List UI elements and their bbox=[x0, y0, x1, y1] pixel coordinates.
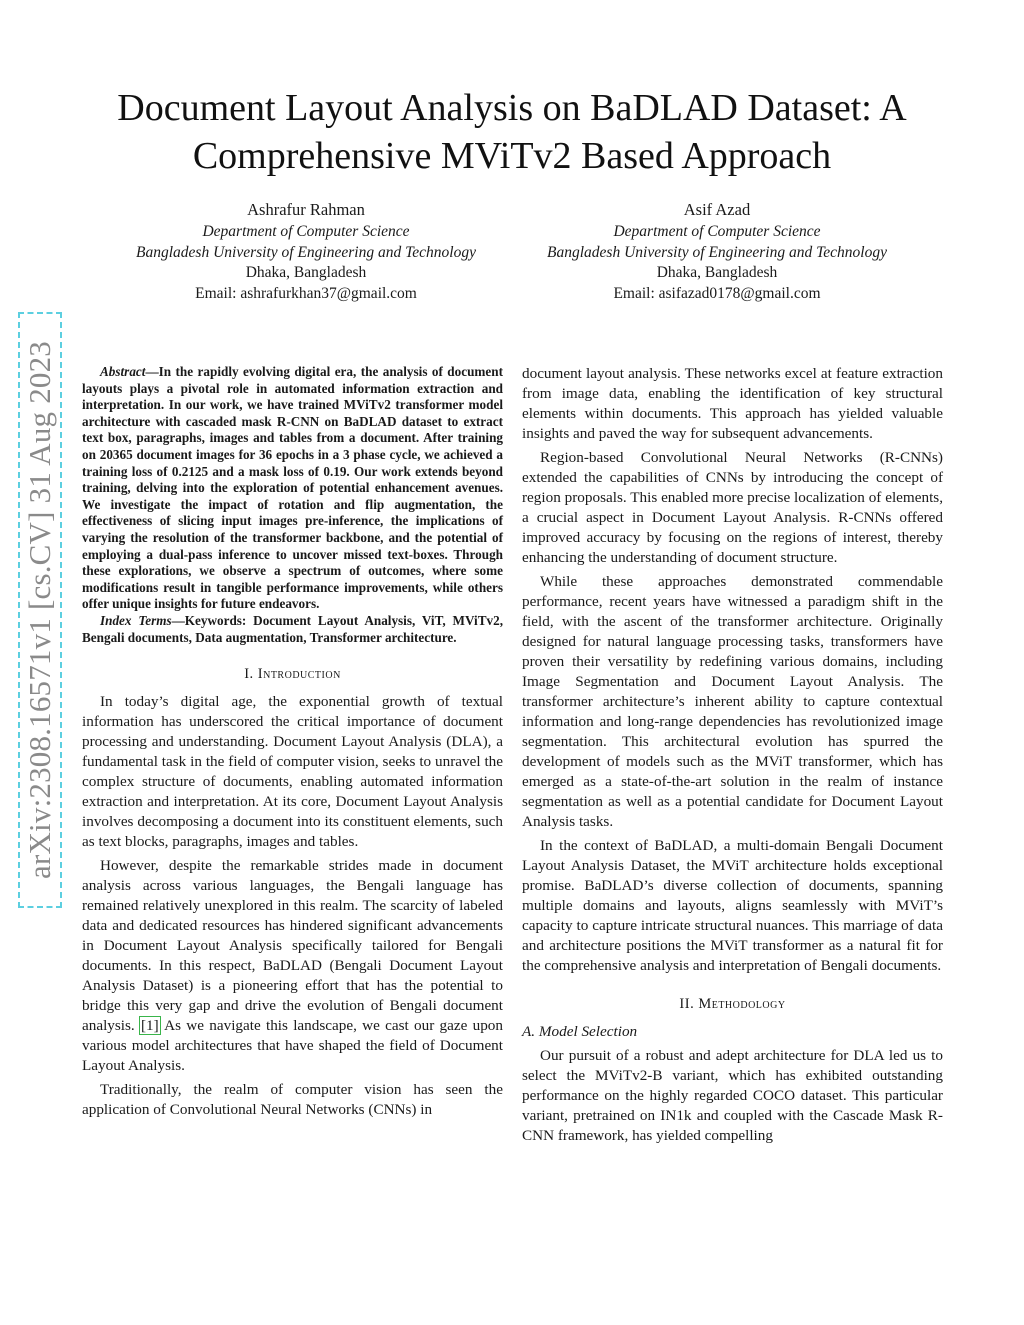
author-name: Ashrafur Rahman bbox=[247, 200, 365, 219]
author-block-1 bbox=[96, 200, 516, 305]
intro-paragraph-1: In today’s digital age, the exponential growth of textual information has underscored the critical importance of document processing and understanding. Document Layout Analysis (DLA), a fundamental task in the field of computer vision, seeks to unravel the complex structure of documents, enabling automated information extraction and interpretation. At its core, Document Layout Analysis involves decomposing a document into its constituent elements, such as text blocks, paragraphs, images and tables. bbox=[82, 693, 503, 851]
author-email[interactable]: Email: asifazad0178@gmail.com bbox=[613, 285, 821, 303]
methodology-paragraph-1: Our pursuit of a robust and adept architecture for DLA led us to select the MViTv2-B variant, which has exhibited outstanding performance on the highly regarded COCO dataset. This particular variant, pretrained on IN1k and coupled with the Cascade Mask R-CNN framework, has yielded compelling bbox=[522, 1047, 943, 1144]
author-university: Bangladesh University of Engineering and Technology bbox=[136, 243, 476, 261]
index-terms-label: Index Terms bbox=[100, 612, 172, 628]
author-city: Dhaka, Bangladesh bbox=[656, 264, 778, 282]
author-department: Department of Computer Science bbox=[613, 222, 821, 240]
index-terms-text: —Keywords: Document Layout Analysis, ViT, MViTv2, Bengali documents, Data augmentation, Transformer architecture. bbox=[82, 612, 503, 645]
right-paragraph-4: In the context of BaDLAD, a multi-domain Bengali Document Layout Analysis Dataset, the MViT architecture holds exceptional promise. BaDLAD’s diverse collection of documents, spanning multiple domains and layouts, aligns seamlessly with MViT’s capacity to capture intricate structural nuances. This marriage of data and architecture positions the MViT transformer as a natural fit for the comprehensive analysis and interpretation of Bengali documents. bbox=[522, 837, 943, 974]
intro-paragraph-3: Traditionally, the realm of computer vision has seen the application of Convolutional Neural Networks (CNNs) in bbox=[82, 1081, 503, 1119]
abstract-label: Abstract bbox=[100, 364, 146, 379]
title-line-1: Document Layout Analysis on BaDLAD Dataset: A bbox=[117, 87, 907, 129]
intro-paragraph-2-text-b: As we navigate this landscape, we cast our gaze upon various model architectures that have shaped the field of Document Layout Analysis. bbox=[82, 1017, 503, 1075]
abstract-text: —In the rapidly evolving digital era, the analysis of document layouts plays a pivotal role in automated information extraction and interpretation. In our work, we have trained MViTv2 transformer model architecture with cascaded mask R-CNN on BaDLAD dataset to extract text box, paragraphs, images and tables from a document. After training on 20365 document images for 36 epochs in a 3 phase cycle, we achieved a training loss of 0.2125 and a mask loss of 0.19. Our work extends beyond training, delving into the exploration of potential enhancement avenues. We investigate the impact of rotation and flip augmentation, the effectiveness of slicing input images pre-inference, the implications of varying the resolution of the transformer backbone, and the potential of employing a dual-pass inference to uncover missed text-boxes. Through these explorations, we observe a spectrum of outcomes, where some modifications result in tangible performance improvements, while others offer unique insights for future endeavors. bbox=[82, 364, 503, 612]
citation-link[interactable]: [1] bbox=[141, 1017, 159, 1035]
left-column bbox=[82, 364, 503, 1120]
right-paragraph-2: Region-based Convolutional Neural Networks (R-CNNs) extended the capabilities of CNNs by introducing the concept of region proposals. This enabled more precise localization of elements, a crucial aspect in Document Layout Analysis. R-CNNs offered improved accuracy by focusing on the regions of interest, thereby enhancing the understanding of document structure. bbox=[522, 449, 943, 566]
intro-paragraph-2-text-a: However, despite the remarkable strides made in document analysis across various languages, the Bengali language has remained relatively unexplored in this realm. The scarcity of labeled data and dedicated resources has hindered significant advancements in Document Layout Analysis specifically tailored for Bengali documents. In this respect, BaDLAD (Bengali Document Layout Analysis Dataset) is a pioneering effort that has the potential to bridge this very gap and drive the evolution of Bengali document analysis. bbox=[82, 857, 503, 1035]
index-terms bbox=[82, 613, 503, 646]
right-column bbox=[522, 364, 943, 1146]
arxiv-stamp[interactable]: arXiv:2308.16571v1 [cs.CV] 31 Aug 2023 bbox=[22, 340, 57, 880]
right-paragraph-1: document layout analysis. These networks excel at feature extraction from image data, enabling the identification of key structural elements within documents. This approach has yielded valuable insights and paved the way for subsequent advancements. bbox=[522, 365, 943, 442]
paper-title bbox=[70, 84, 954, 180]
author-department: Department of Computer Science bbox=[202, 222, 410, 240]
author-block-2 bbox=[507, 200, 927, 305]
subsection-heading-model-selection: A. Model Selection bbox=[522, 1023, 638, 1040]
intro-paragraph-2 bbox=[82, 856, 503, 1076]
section-heading-methodology: II. Methodology bbox=[679, 996, 786, 1012]
right-paragraph-3: While these approaches demonstrated commendable performance, recent years have witnessed a paradigm shift in the field, with the ascent of the transformer architecture. Originally designed for natural language processing tasks, transformers have proven their versatility by redefining various domains, including Image Segmentation and Document Layout Analysis. The transformer architecture’s inherent ability to capture contextual information and long-range dependencies has revolutionized image segmentation. This architectural evolution has spurred the development of models such as the MViT transformer, which has emerged as a state-of-the-art solution in the realm of instance segmentation as well as a potential candidate for Document Layout Analysis tasks. bbox=[522, 573, 943, 830]
author-name: Asif Azad bbox=[683, 200, 751, 219]
arxiv-stamp-box[interactable] bbox=[18, 312, 62, 908]
section-heading-introduction: I. Introduction bbox=[244, 666, 341, 683]
title-line-2: Comprehensive MViTv2 Based Approach bbox=[192, 135, 832, 177]
author-university: Bangladesh University of Engineering and Technology bbox=[547, 243, 887, 261]
author-city: Dhaka, Bangladesh bbox=[245, 264, 367, 282]
abstract bbox=[82, 364, 503, 613]
author-email[interactable]: Email: ashrafurkhan37@gmail.com bbox=[195, 285, 417, 303]
